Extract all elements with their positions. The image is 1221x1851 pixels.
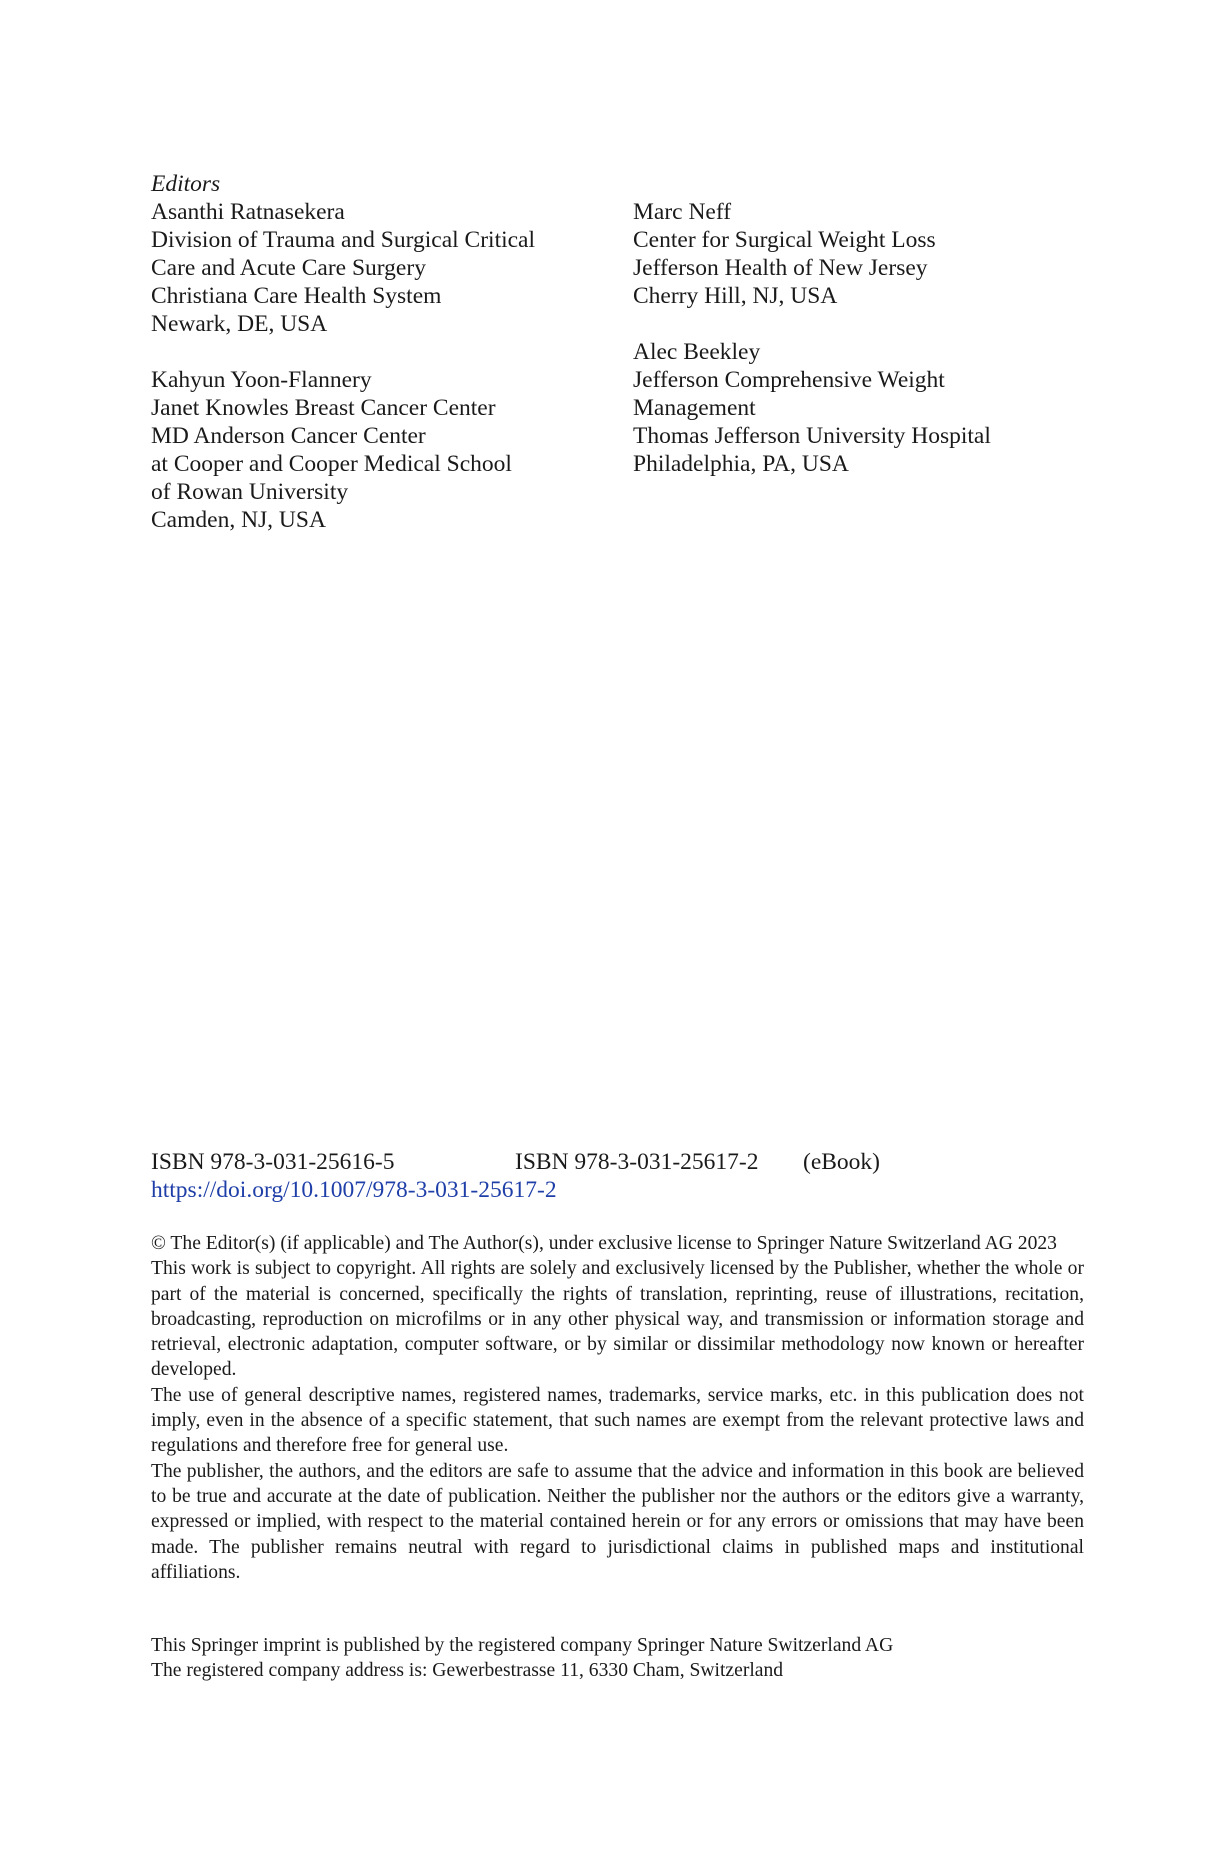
editor-affiliation-line: Center for Surgical Weight Loss <box>633 227 936 253</box>
editor-location: Camden, NJ, USA <box>151 507 326 533</box>
imprint-address: The registered company address is: Gewerbestrasse 11, 6330 Cham, Switzerland <box>151 1660 784 1682</box>
editor-affiliation-line: Janet Knowles Breast Cancer Center <box>151 395 496 421</box>
editor-affiliation-line: Jefferson Comprehensive Weight <box>633 367 945 393</box>
imprint-publisher: This Springer imprint is published by the registered company Springer Nature Switzerland AG <box>151 1635 894 1656</box>
isbn-section <box>151 1148 1081 1204</box>
editor-name: Kahyun Yoon-Flannery <box>151 367 372 393</box>
isbn-row <box>151 1148 1081 1176</box>
editor-affiliation-line: Management <box>633 395 756 421</box>
trademark-paragraph: The use of general descriptive names, registered names, trademarks, service marks, etc. in this publication does not imply, even in the absence of a specific statement, that such names are exempt from the relevant protective laws and regulations and therefore free for general use. <box>151 1384 1084 1457</box>
isbn-print: ISBN 978-3-031-25616-5 <box>151 1149 395 1175</box>
editor-location: Cherry Hill, NJ, USA <box>633 283 838 309</box>
legal-section <box>151 1231 1084 1585</box>
editor-name: Marc Neff <box>633 199 732 225</box>
editor-entry <box>633 198 1073 310</box>
editor-affiliation-line: Thomas Jefferson University Hospital <box>633 423 991 449</box>
editor-affiliation-line: Jefferson Health of New Jersey <box>633 255 928 281</box>
editor-affiliation-line: Christiana Care Health System <box>151 283 442 309</box>
editors-section <box>151 170 1081 562</box>
editor-affiliation-line: Division of Trauma and Surgical Critical <box>151 227 536 253</box>
editor-affiliation-line: of Rowan University <box>151 479 349 505</box>
isbn-ebook: ISBN 978-3-031-25617-2 <box>515 1149 759 1175</box>
editors-heading: Editors <box>151 171 221 197</box>
editor-entry <box>633 338 1073 478</box>
copyright-notice: © The Editor(s) (if applicable) and The Author(s), under exclusive license to Springer Nature Switzerland AG 2023 <box>151 1233 1057 1254</box>
editors-column-right <box>633 198 1073 562</box>
editor-affiliation-line: at Cooper and Cooper Medical School <box>151 451 512 477</box>
editor-affiliation-line: Care and Acute Care Surgery <box>151 255 426 281</box>
editor-name: Alec Beekley <box>633 339 761 365</box>
editor-location: Newark, DE, USA <box>151 311 328 337</box>
disclaimer-paragraph: The publisher, the authors, and the editors are safe to assume that the advice and information in this book are believed to be true and accurate at the date of publication. Neither the publisher nor the authors or the editors give a warranty, expressed or implied, with respect to the material contained herein or for any errors or omissions that may have been made. The publisher remains neutral with regard to jurisdictional claims in published maps and institutional affiliations. <box>151 1460 1084 1583</box>
doi-link[interactable]: https://doi.org/10.1007/978-3-031-25617-2 <box>151 1177 557 1203</box>
isbn-ebook-label: (eBook) <box>803 1149 881 1175</box>
editor-entry <box>151 366 633 534</box>
rights-paragraph: This work is subject to copyright. All rights are solely and exclusively licensed by the Publisher, whether the whole or part of the material is concerned, specifically the rights of translation, reprinting, reuse of illustrations, recitation, broadcasting, reproduction on microfilms or in any other physical way, and transmission or information storage and retrieval, electronic adaptation, computer software, or by similar or dissimilar methodology now known or hereafter developed. <box>151 1258 1084 1381</box>
editors-columns <box>151 198 1081 562</box>
imprint-section <box>151 1633 1084 1684</box>
editor-name: Asanthi Ratnasekera <box>151 199 345 225</box>
editor-affiliation-line: MD Anderson Cancer Center <box>151 423 426 449</box>
editor-location: Philadelphia, PA, USA <box>633 451 849 477</box>
editor-entry <box>151 198 633 338</box>
editors-column-left <box>151 198 633 562</box>
